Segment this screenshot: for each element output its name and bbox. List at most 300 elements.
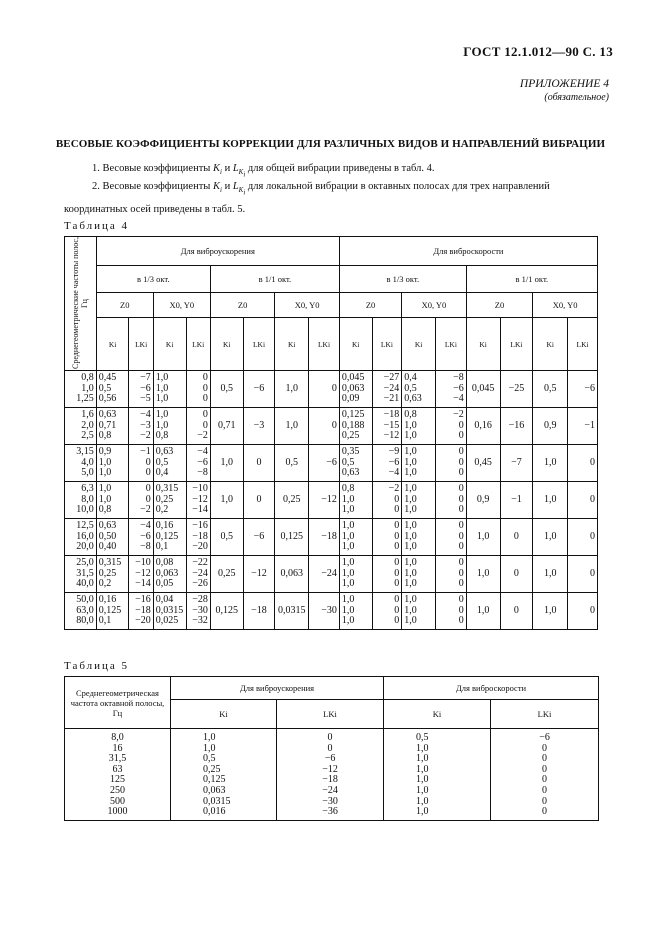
table4-value: 0,5: [341, 456, 355, 468]
table4-value: 0,9: [98, 446, 112, 458]
table4-value: −16: [508, 419, 525, 431]
table4-axis-header: Z0: [339, 293, 401, 318]
table4-value-cell: [568, 519, 598, 556]
table4-value: −21: [383, 393, 400, 405]
appendix-number: ПРИЛОЖЕНИЕ 4: [519, 78, 609, 90]
table4-value-cell: [402, 445, 436, 482]
table4-value-cell: [309, 445, 340, 482]
table4-value: 1,0: [404, 467, 417, 479]
table4-value: 0,40: [98, 541, 117, 553]
table4-value: 0: [458, 530, 464, 542]
table4-value: 0,09: [341, 393, 360, 405]
table4-freq-value: 25,0: [76, 557, 94, 569]
table4-value-cell: [466, 593, 500, 630]
table4-freq-value: 50,0: [76, 594, 94, 606]
table4-value-cell: [436, 408, 467, 445]
table4-value: 1,0: [341, 604, 355, 616]
table4-value-cell: [500, 482, 533, 519]
table5-value: 0,5: [416, 732, 429, 743]
table4-freq-value: 31,5: [76, 567, 94, 579]
table4-value-cell: [533, 482, 568, 519]
table4-value: 0,125: [98, 604, 122, 616]
table4-value-cell: [186, 445, 210, 482]
table5-value: 1,0: [203, 732, 216, 743]
table4-value: −6: [453, 382, 464, 394]
table4-value: 0,25: [283, 493, 301, 505]
table4-value: 0: [145, 483, 151, 495]
table4-value: −12: [251, 567, 267, 579]
table4-value: 0: [394, 567, 400, 579]
table4-value: −6: [388, 456, 400, 468]
table4-freq-cell: [65, 371, 97, 408]
table4-value: 0: [458, 615, 464, 627]
table4-value: 0,063: [341, 382, 365, 394]
table4-value: 0: [394, 615, 400, 627]
table4-value: −20: [135, 615, 151, 627]
table4-value: 1,0: [341, 520, 355, 532]
table4-freq-value: 2,5: [81, 430, 94, 442]
table5-value-cell: [171, 729, 277, 821]
table4-value: −24: [383, 382, 400, 394]
table4-value-cell: [372, 556, 402, 593]
table-row: [65, 482, 598, 519]
table4-value: 0: [590, 493, 595, 505]
table4-value: 1,0: [220, 493, 233, 505]
table5-value: 63: [112, 763, 123, 775]
table4-value-cell: [243, 556, 275, 593]
table4-value-cell: [309, 371, 340, 408]
table-row: [65, 519, 598, 556]
table4-value: 1,0: [404, 594, 417, 606]
table4-value: 1,0: [341, 541, 355, 553]
table4-value-cell: [243, 371, 275, 408]
table4-value: −18: [135, 604, 151, 616]
table5-value: 0: [327, 742, 333, 754]
table5-caption: Таблица 5: [64, 660, 130, 672]
table4-value: 0: [458, 483, 464, 495]
table4-value: 0,71: [218, 419, 236, 431]
table4-value: 0: [394, 520, 400, 532]
table4-value: 1,0: [341, 493, 355, 505]
table4-value: 0,35: [341, 446, 360, 458]
table4-value-cell: [96, 519, 129, 556]
table4-value-cell: [466, 408, 500, 445]
table4-value: −6: [253, 382, 265, 394]
table4-value-cell: [466, 482, 500, 519]
table4-value: −2: [388, 483, 400, 495]
table4-value-cell: [129, 445, 153, 482]
table4-value: 0: [590, 604, 595, 616]
table4-value-cell: [186, 482, 210, 519]
table4-value: 0: [513, 567, 519, 579]
table4-value: 0,0315: [155, 604, 184, 616]
table4-value: 0,5: [543, 382, 557, 394]
table5-value: 16: [112, 742, 123, 754]
table4-axis-header: X0, Y0: [275, 293, 340, 318]
table4-value: −15: [383, 419, 400, 431]
table4-value: 1,0: [404, 446, 417, 458]
table4-value: −28: [192, 594, 208, 606]
table4-value-cell: [153, 556, 186, 593]
table-row: [65, 371, 598, 408]
table4-value: 0,5: [98, 382, 112, 394]
table4-value: 0,188: [341, 419, 365, 431]
table4-value: −5: [140, 393, 151, 405]
table4-value: −18: [383, 409, 400, 421]
table-5: [64, 676, 599, 821]
table4-value: 0,63: [341, 467, 360, 479]
table4-value-cell: [533, 556, 568, 593]
table4-value: −4: [388, 467, 400, 479]
table4-value-cell: [436, 593, 467, 630]
table4-value: 0: [202, 419, 208, 431]
table4-value: 0,16: [155, 520, 174, 532]
table4-value: 0,2: [98, 578, 112, 590]
table4-value: 1,0: [404, 483, 417, 495]
table5-value: 0: [542, 774, 548, 786]
table4-value-cell: [402, 593, 436, 630]
table5-value: 250: [110, 784, 125, 796]
table5-value-cell: [384, 729, 491, 821]
page-header: ГОСТ 12.1.012—90 С. 13: [463, 44, 613, 59]
table4-value: 0,2: [155, 504, 169, 516]
table5-value: 0,125: [203, 774, 226, 786]
table4-value: 1,0: [98, 467, 112, 479]
table4-value: −22: [192, 557, 208, 569]
table4-group-vel: Для виброскорости: [339, 237, 597, 266]
table4-value: 1,0: [155, 409, 169, 421]
table4-value-cell: [186, 408, 210, 445]
table5-value: 1000: [107, 806, 128, 818]
table4-freq-cell: [65, 482, 97, 519]
table4-value: 1,0: [341, 557, 355, 569]
p1-and: и: [224, 163, 231, 174]
table5-value: 0: [542, 795, 548, 807]
table5-value: 1,0: [416, 774, 429, 786]
table4-value-cell: [96, 593, 129, 630]
table4-value: 0: [394, 504, 400, 516]
table4-value: 0,045: [341, 372, 365, 384]
table4-freq-cell: [65, 593, 97, 630]
table4-value: −24: [192, 567, 208, 579]
table4-value-cell: [129, 593, 153, 630]
table4-value-cell: [275, 445, 309, 482]
table4-value: −18: [192, 530, 208, 542]
table4-value-cell: [436, 556, 467, 593]
table4-value: 0: [256, 493, 262, 505]
table4-value-cell: [129, 556, 153, 593]
table5-col-header: Ki: [171, 700, 277, 729]
table4-value: 0,125: [155, 530, 179, 542]
table4-freq-value: 20,0: [76, 541, 94, 553]
table4-value-cell: [210, 445, 243, 482]
table4-value: −6: [140, 530, 151, 542]
table4-value-cell: [568, 371, 598, 408]
table4-col-header: Ki: [153, 318, 186, 371]
table4-value: 0: [458, 504, 464, 516]
table5-value: 0,063: [203, 784, 226, 796]
table4-value: 0: [202, 382, 208, 394]
table4-value-cell: [210, 371, 243, 408]
table4-value: 0: [394, 594, 400, 606]
table4-value: 0: [458, 604, 464, 616]
table4-col-header: Ki: [275, 318, 309, 371]
table4-value: 1,0: [155, 419, 169, 431]
p2-symbol-k: $K_i$: [212, 181, 222, 195]
table4-axis-header: Z0: [466, 293, 533, 318]
table4-value: 0: [331, 382, 337, 394]
table4-value: 1,0: [98, 483, 112, 495]
table5-value: 0: [542, 742, 548, 754]
table4-value: −4: [140, 409, 151, 421]
table4-value-cell: [153, 445, 186, 482]
table5-value: 500: [110, 795, 125, 807]
table4-value: 1,0: [404, 530, 417, 542]
table4-value-cell: [153, 593, 186, 630]
table5-value: −24: [322, 784, 338, 796]
table4-value-cell: [153, 371, 186, 408]
table4-col-header: Ki: [339, 318, 372, 371]
table4-value: 0: [590, 530, 595, 542]
table4-value: 1,0: [220, 456, 233, 468]
table4-value-cell: [568, 445, 598, 482]
table4-value: 0,125: [341, 409, 365, 421]
table4-value: −14: [192, 504, 208, 516]
table-row: [65, 408, 598, 445]
table4-value: 0: [394, 604, 400, 616]
table4-freq-value: 1,0: [81, 382, 94, 394]
table4-value: 1,0: [476, 567, 490, 579]
table4-value: 0,5: [285, 456, 299, 468]
table4-value: 0: [458, 456, 464, 468]
table4-value-cell: [210, 482, 243, 519]
table4-value: 0: [458, 430, 464, 442]
table4-value-cell: [533, 519, 568, 556]
table4-value-cell: [372, 519, 402, 556]
table4-value: 1,0: [404, 493, 417, 505]
table4-value: 1,0: [404, 541, 417, 553]
table4-value-cell: [186, 593, 210, 630]
table4-value: −24: [321, 567, 337, 579]
table4-value: 0,0315: [278, 604, 306, 616]
table4-value: 0,8: [404, 409, 417, 421]
table4-freq-cell: [65, 445, 97, 482]
table-4: [64, 236, 598, 630]
table5-value-cell: [491, 729, 599, 821]
table4-value: 0: [202, 409, 208, 421]
table5-value: 8,0: [111, 732, 124, 743]
table4-value-cell: [372, 445, 402, 482]
table4-value-cell: [309, 408, 340, 445]
table4-value-cell: [339, 519, 372, 556]
table4-value-cell: [533, 371, 568, 408]
table4-value-cell: [275, 556, 309, 593]
table4-value: 0,9: [543, 419, 557, 431]
table4-col-header: Ki: [402, 318, 436, 371]
table4-value-cell: [339, 371, 372, 408]
table4-band: в 1/1 окт.: [210, 266, 339, 293]
table4-value-cell: [500, 371, 533, 408]
table4-value: −2: [140, 504, 151, 516]
table4-value-cell: [186, 519, 210, 556]
table4-value: 0: [394, 541, 400, 553]
table4-value: 1,0: [341, 504, 355, 516]
table4-value: 0,45: [474, 456, 492, 468]
table4-value-cell: [500, 445, 533, 482]
table4-value: 1,0: [155, 382, 169, 394]
table4-value: 1,0: [543, 493, 557, 505]
table5-value: 1,0: [203, 742, 216, 754]
table4-value: −25: [508, 382, 525, 394]
table4-value: 1,0: [285, 419, 299, 431]
table4-value-cell: [129, 408, 153, 445]
table4-value: 0,63: [98, 520, 117, 532]
table4-value-cell: [275, 408, 309, 445]
table4-value: 1,0: [341, 530, 355, 542]
table4-value: 0,8: [155, 430, 169, 442]
table5-value: 0: [542, 763, 548, 775]
table5-value: 0: [542, 753, 548, 765]
table4-value: −27: [383, 372, 400, 384]
table4-col-header: LKi: [243, 318, 275, 371]
table4-value-cell: [186, 556, 210, 593]
table4-value-cell: [500, 408, 533, 445]
table4-value: 1,0: [98, 456, 112, 468]
table4-value-cell: [96, 482, 129, 519]
table4-value-cell: [568, 593, 598, 630]
table4-value: 0: [513, 530, 519, 542]
table4-value: −30: [321, 604, 337, 616]
table4-value-cell: [243, 445, 275, 482]
table4-value: 0: [513, 604, 519, 616]
table4-value-cell: [339, 482, 372, 519]
table4-value: −6: [326, 456, 337, 468]
table4-value-cell: [243, 482, 275, 519]
table4-value: 0,315: [98, 557, 122, 569]
table4-value: 1,0: [404, 430, 417, 442]
table5-group-acc: Для виброускорения: [171, 677, 384, 700]
table4-value: 1,0: [341, 578, 355, 590]
table4-col-header: LKi: [186, 318, 210, 371]
table4-value-cell: [533, 408, 568, 445]
table4-value-cell: [309, 519, 340, 556]
table4-value-cell: [402, 519, 436, 556]
table4-value-cell: [466, 519, 500, 556]
table4-value-cell: [568, 556, 598, 593]
table4-value: 0,63: [98, 409, 117, 421]
table4-value: 0,5: [220, 382, 233, 394]
p1-symbol-l: $L_{K_i}$: [232, 163, 246, 179]
table5-value: 125: [110, 774, 125, 786]
p2-symbol-l: $L_{K_i}$: [232, 181, 246, 197]
table4-col-header: LKi: [500, 318, 533, 371]
table4-value: 0: [458, 541, 464, 553]
p2-and: и: [224, 181, 231, 192]
table4-value: 0,063: [280, 567, 304, 579]
table4-col-header: LKi: [309, 318, 340, 371]
table4-value: 0,63: [404, 393, 422, 405]
table4-value-cell: [309, 556, 340, 593]
table4-value-cell: [210, 408, 243, 445]
table4-value: −9: [388, 446, 400, 458]
table4-value-cell: [533, 593, 568, 630]
table4-value: 0,1: [98, 615, 112, 627]
table4-freq-value: 6,3: [81, 483, 94, 495]
table4-value: 0: [458, 520, 464, 532]
table4-value: 0,16: [98, 594, 117, 606]
table4-band: в 1/1 окт.: [466, 266, 597, 293]
table4-band: в 1/3 окт.: [339, 266, 466, 293]
table4-value: 0: [458, 493, 464, 505]
table4-value: 1,0: [285, 382, 299, 394]
table5-value: 0: [542, 784, 548, 796]
table4-value: −2: [453, 409, 464, 421]
table4-value-cell: [436, 519, 467, 556]
table4-value: 1,0: [404, 504, 417, 516]
table4-value: 0: [590, 456, 595, 468]
table5-value: 0: [542, 806, 548, 818]
table4-value: 0: [394, 557, 400, 569]
table5-value: 31,5: [108, 753, 127, 765]
table4-value: 0: [202, 393, 208, 405]
table4-value: 0,5: [404, 382, 417, 394]
table4-freq-header: Среднегеометрические частоты полос, Гц: [65, 237, 97, 371]
table4-value: −12: [321, 493, 337, 505]
table4-value: 0: [458, 567, 464, 579]
table4-value: 0,4: [404, 372, 417, 384]
table5-value: 0,25: [203, 763, 221, 775]
table4-group-acc: Для виброускорения: [96, 237, 339, 266]
table4-value: 1,0: [404, 578, 417, 590]
table4-value: 0,125: [280, 530, 304, 542]
table4-value: 1,0: [155, 393, 169, 405]
table4-value: −6: [140, 382, 151, 394]
table4-value: 1,0: [98, 493, 112, 505]
table4-value: −4: [453, 393, 464, 405]
table5-value: 1,0: [416, 753, 429, 765]
table-row: [65, 445, 598, 482]
table4-value-cell: [153, 408, 186, 445]
table4-value-cell: [568, 408, 598, 445]
table4-value: 0,05: [155, 578, 174, 590]
table4-axis-header: Z0: [210, 293, 274, 318]
table4-value-cell: [275, 593, 309, 630]
table4-value: 0,4: [155, 467, 169, 479]
table4-value: −6: [197, 456, 208, 468]
table4-value: −20: [192, 541, 208, 553]
p2-text-b: для локальной вибрации в октавных полосах для трех направлений координатных осей приведены в табл. 5.: [64, 181, 550, 216]
table4-value: 1,0: [476, 604, 490, 616]
table4-value-cell: [96, 371, 129, 408]
table4-value-cell: [500, 519, 533, 556]
table4-value-cell: [339, 593, 372, 630]
table4-value: −18: [321, 530, 337, 542]
table4-value-cell: [500, 556, 533, 593]
table4-value: 0: [256, 456, 262, 468]
table4-value: 1,0: [155, 372, 169, 384]
table5-value: 0,016: [203, 806, 226, 818]
document-title: ВЕСОВЫЕ КОЭФФИЦИЕНТЫ КОРРЕКЦИИ ДЛЯ РАЗЛИЧНЫХ ВИДОВ И НАПРАВЛЕНИЙ ВИБРАЦИИ: [55, 138, 606, 150]
table4-value: 0,8: [341, 483, 355, 495]
table4-freq-value: 8,0: [81, 493, 94, 505]
table4-value: 0,08: [155, 557, 174, 569]
table4-value-cell: [402, 556, 436, 593]
table4-value: 0,50: [98, 530, 117, 542]
table4-value: 0: [458, 419, 464, 431]
table4-value: 0,9: [476, 493, 490, 505]
paragraph-2: [64, 178, 597, 219]
table4-value: 0,5: [220, 530, 233, 542]
